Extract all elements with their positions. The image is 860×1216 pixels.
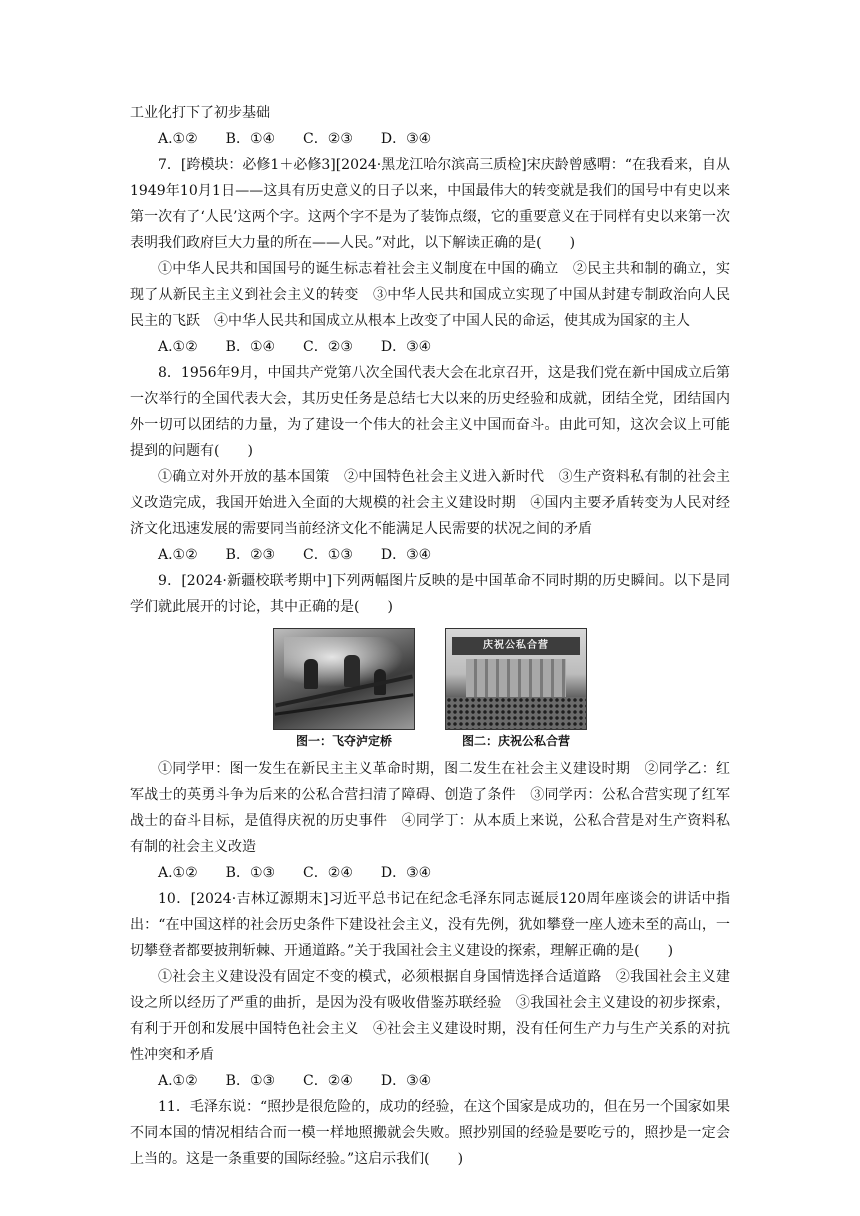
q10-items: ①社会主义建设没有固定不变的模式，必须根据自身国情选择合适道路 ②我国社会主义建设之所以经历了严重的曲折，是因为没有吸收借鉴苏联经验 ③我国社会主义建设的初步探索，有利于开创和发展中国特色社会主义 ④社会主义建设时期，没有任何生产力与生产关系的对抗性冲突和矛盾 [130,969,730,1063]
figure-2-caption: 图二：庆祝公私合营 [461,734,570,748]
public-private-celebration-photo [445,628,587,730]
line-continuation: 工业化打下了初步基础 [130,105,270,121]
q9-items: ①同学甲：图一发生在新民主主义革命时期，图二发生在社会主义建设时期 ②同学乙：红军战士的英勇斗争为后来的公私合营扫清了障碍、创造了条件 ③同学丙：公私合营实现了红军战士的奋斗目标，是值得庆祝的历史事件 ④同学丁：从本质上来说，公私合营是对生产资料私有制的社会主义改造 [130,761,730,855]
q9-options: A.①② B．①③ C．②④ D．③④ [158,865,432,881]
q10-options: A.①② B．①③ C．②④ D．③④ [158,1073,432,1089]
q7-stem: 7．[跨模块：必修1＋必修3][2024·黑龙江哈尔滨高三质检]宋庆龄曾感喟：“在我看来，自从1949年10月1日——这具有历史意义的日子以来，中国最伟大的转变就是我们的国号中有史以来第一次有了‘人民’这两个字。这两个字不是为了装饰点缀，它的重要意义在于同样有史以来第一次表明我们政府巨大力量的所在——人民。”对此，以下解读正确的是( ) [130,157,730,251]
q11-stem: 11．毛泽东说：“照抄是很危险的，成功的经验，在这个国家是成功的，但在另一个国家如果不同本国的情况相结合而一模一样地照搬就会失败。照抄别国的经验是要吃亏的，照抄是一定会上当的。这是一条重要的国际经验。”这启示我们( ) [130,1099,730,1167]
photo-banner: 庆祝公私合营 [452,637,580,655]
q6-options: A.①② B．①④ C．②③ D．③④ [158,131,432,147]
figure-1-caption: 图一：飞夺泸定桥 [295,734,392,748]
q8-options: A.①② B．②③ C．①③ D．③④ [158,547,432,563]
document-page [130,100,730,1172]
q7-items: ①中华人民共和国国号的诞生标志着社会主义制度在中国的确立 ②民主共和制的确立，实现了从新民主主义到社会主义的转变 ③中华人民共和国成立实现了中国从封建专制政治向人民民主的飞跃 ④中华人民共和国成立从根本上改变了中国人民的命运，使其成为国家的主人 [130,261,730,329]
q10-stem: 10．[2024·吉林辽源期末]习近平总书记在纪念毛泽东同志诞辰120周年座谈会的讲话中指出：“在中国这样的社会历史条件下建设社会主义，没有先例，犹如攀登一座人迹未至的高山，一切攀登者都要披荆斩棘、开通道路。”关于我国社会主义建设的探索，理解正确的是( ) [130,891,730,959]
luding-bridge-photo [273,628,415,730]
q9-figures [130,628,730,750]
q9-stem: 9．[2024·新疆校联考期中]下列两幅图片反映的是中国革命不同时期的历史瞬间。以下是同学们就此展开的讨论，其中正确的是( ) [130,573,730,615]
figure-2 [445,628,587,750]
q7-options: A.①② B．①④ C．②③ D．③④ [158,339,432,355]
q8-items: ①确立对外开放的基本国策 ②中国特色社会主义进入新时代 ③生产资料私有制的社会主义改造完成，我国开始进入全面的大规模的社会主义建设时期 ④国内主要矛盾转变为人民对经济文化迅速发展的需要同当前经济文化不能满足人民需要的状况之间的矛盾 [130,469,730,537]
figure-1 [273,628,415,750]
q8-stem: 8．1956年9月，中国共产党第八次全国代表大会在北京召开，这是我们党在新中国成立后第一次举行的全国代表大会，其历史任务是总结七大以来的历史经验和成就，团结全党，团结国内外一切可以团结的力量，为了建设一个伟大的社会主义中国而奋斗。由此可知，这次会议上可能提到的问题有( ) [130,365,730,459]
